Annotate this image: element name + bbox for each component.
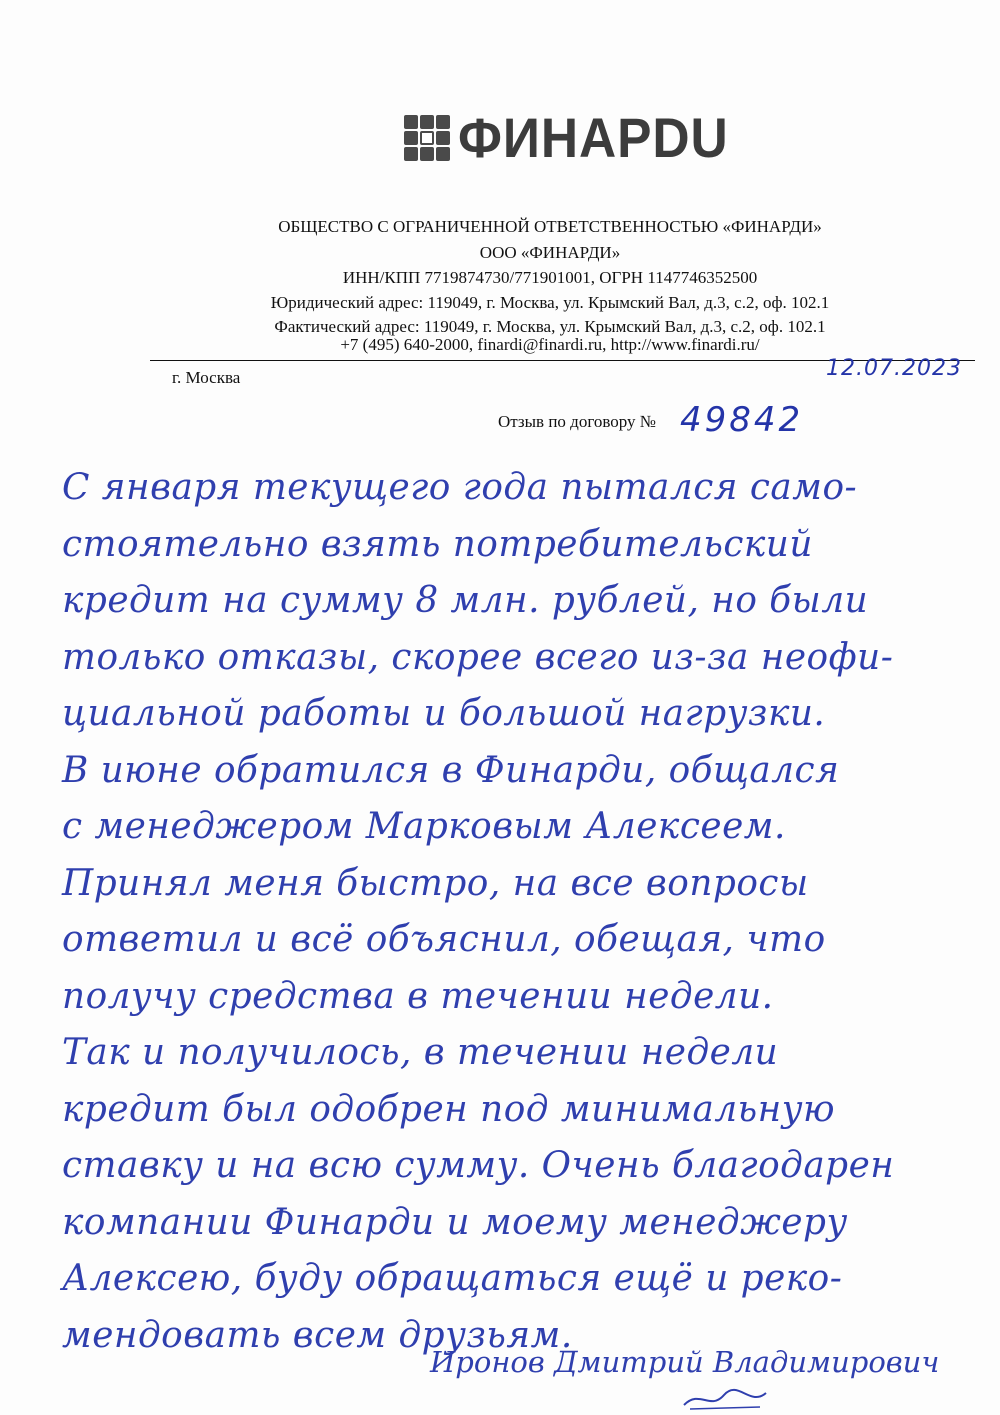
handwritten-line: В июне обратился в Финарди, общался (62, 749, 840, 791)
handwritten-line: Принял меня быстро, на все вопросы (62, 862, 809, 904)
handwritten-line: Так и получилось, в течении недели (62, 1032, 779, 1073)
handwritten-line: ответил и всё объяснил, обещая, что (62, 919, 826, 960)
logo-wordmark: ФИНАРDU (458, 106, 729, 169)
signature-scribble (680, 1385, 770, 1413)
handwritten-line: мендовать всем друзьям. (62, 1314, 573, 1356)
company-full-name: ОБЩЕСТВО С ОГРАНИЧЕННОЙ ОТВЕТСТВЕННОСТЬЮ «ФИНАРДИ» (278, 217, 822, 236)
company-contacts: +7 (495) 640-2000, finardi@finardi.ru, http://www.finardi.ru/ (340, 335, 760, 354)
handwritten-line: ставку и на всю сумму. Очень благодарен (62, 1145, 895, 1186)
company-short-name: ООО «ФИНАРДИ» (479, 243, 621, 262)
handwritten-line: циальной работы и большой нагрузки. (62, 693, 826, 734)
handwritten-line: с менеджером Марковым Алексеем. (62, 806, 786, 847)
handwritten-line: кредит был одобрен под минимальную (62, 1088, 836, 1130)
handwritten-line: С января текущего года пытался само- (62, 467, 858, 508)
handwritten-line: компании Финарди и моему менеджеру (62, 1201, 848, 1243)
review-contract-label: Отзыв по договору № (498, 412, 657, 431)
handwritten-review-body (62, 460, 992, 1364)
handwritten-line: стоятельно взять потребительский (62, 523, 813, 565)
logo-mark-icon (404, 115, 450, 161)
company-legal-address: Юридический адрес: 119049, г. Москва, ул. Крымский Вал, д.3, с.2, оф. 102.1 (270, 293, 830, 312)
handwritten-line: Алексею, буду обращаться ещё и реко- (62, 1258, 843, 1299)
company-tax-ids: ИНН/КПП 7719874730/771901001, ОГРН 1147746352500 (342, 268, 758, 287)
handwritten-line: кредит на сумму 8 млн. рублей, но были (62, 580, 869, 621)
handwritten-date: 12.07.2023 (826, 356, 962, 381)
handwritten-signature-name: Иронов Дмитрий Владимирович (430, 1345, 940, 1379)
company-logo (404, 108, 752, 168)
handwritten-contract-number: 49842 (680, 400, 804, 440)
company-actual-address: Фактический адрес: 119049, г. Москва, ул. Крымский Вал, д.3, с.2, оф. 102.1 (274, 317, 826, 336)
handwritten-line: только отказы, скорее всего из-за неофи- (62, 636, 894, 678)
handwritten-line: получу средства в течении недели. (62, 975, 774, 1017)
city-label: г. Москва (172, 368, 241, 387)
